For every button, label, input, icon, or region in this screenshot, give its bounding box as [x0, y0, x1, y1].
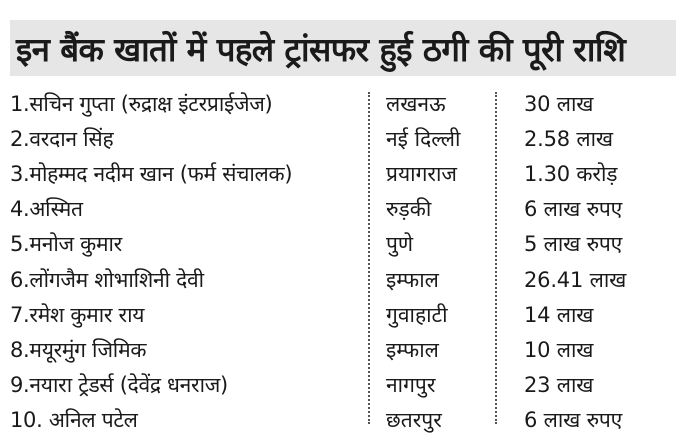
- account-amount: 14 लाख: [524, 302, 594, 327]
- account-amount: 6 लाख रुपए: [524, 197, 623, 222]
- account-city: गुवाहाटी: [386, 302, 448, 327]
- account-city: नागपुर: [386, 373, 436, 398]
- account-amount: 23 लाख: [524, 373, 594, 398]
- table-row: [10, 368, 676, 403]
- account-city: पुणे: [386, 232, 414, 257]
- account-name: 6.लोंगजैम शोभाशिनी देवी: [10, 267, 204, 292]
- account-amount: 26.41 लाख: [524, 267, 627, 292]
- account-amount: 6 लाख रुपए: [524, 408, 623, 433]
- account-name: 10. अनिल पटेल: [10, 408, 138, 433]
- account-name: 3.मोहम्मद नदीम खान (फर्म संचालक): [10, 161, 293, 186]
- account-city: रुड़की: [386, 197, 432, 222]
- account-name: 8.मयूरमुंग जिमिक: [10, 337, 147, 362]
- table-row: [10, 192, 676, 227]
- account-city: इम्फाल: [386, 267, 439, 292]
- account-name: 1.सचिन गुप्ता (रुद्राक्ष इंटरप्राईजेज): [10, 91, 273, 116]
- table-row: [10, 156, 676, 191]
- table-row: [10, 403, 676, 438]
- account-city: नई दिल्ली: [386, 126, 461, 151]
- headline: इन बैंक खातों में पहले ट्रांसफर हुई ठगी की पूरी राशि: [10, 20, 676, 76]
- account-name: 4.अस्मित: [10, 197, 83, 222]
- account-name: 2.वरदान सिंह: [10, 126, 114, 151]
- table-row: [10, 86, 676, 121]
- table-row: [10, 227, 676, 262]
- account-amount: 5 लाख रुपए: [524, 232, 623, 257]
- account-name: 9.नयारा ट्रेडर्स (देवेंद्र धनराज): [10, 373, 228, 398]
- account-name: 7.रमेश कुमार राय: [10, 302, 145, 327]
- account-city: इम्फाल: [386, 337, 439, 362]
- accounts-table: [10, 86, 676, 438]
- account-amount: 10 लाख: [524, 337, 594, 362]
- account-name: 5.मनोज कुमार: [10, 232, 122, 257]
- account-city: प्रयागराज: [386, 161, 458, 186]
- account-amount: 30 लाख: [524, 91, 594, 116]
- account-city: छतरपुर: [386, 408, 442, 433]
- account-amount: 1.30 करोड़: [524, 161, 618, 186]
- table-row: [10, 332, 676, 367]
- table-row: [10, 262, 676, 297]
- table-row: [10, 121, 676, 156]
- table-row: [10, 297, 676, 332]
- account-amount: 2.58 लाख: [524, 126, 613, 151]
- account-city: लखनऊ: [386, 91, 446, 116]
